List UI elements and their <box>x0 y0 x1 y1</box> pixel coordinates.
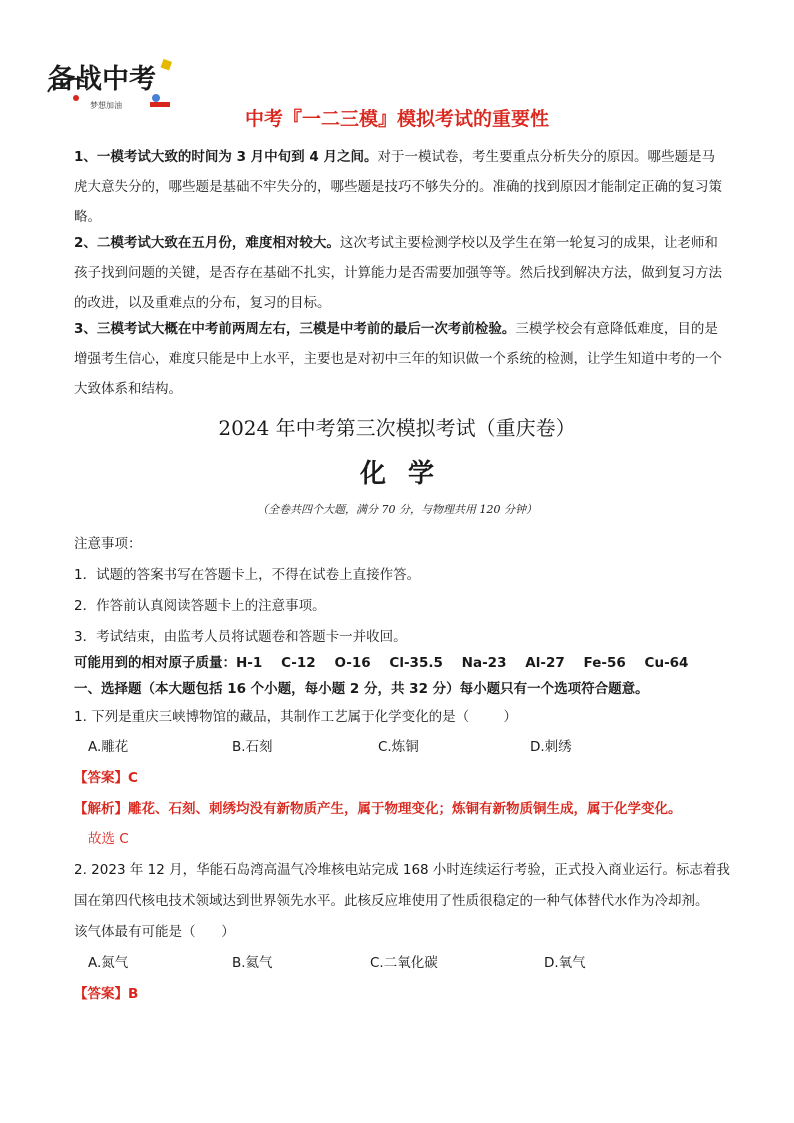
q2-option-d: D.氧气 <box>544 955 586 971</box>
section-1-heading: 一、选择题（本大题包括 16 个小题，每小题 2 分，共 32 分）每小题只有一个选项符合题意。 <box>74 681 649 697</box>
promo-paragraph-2 <box>74 228 726 318</box>
q2-answer <box>74 982 138 1002</box>
notice-item-3: 3．考试结束，由监考人员将试题卷和答题卡一并收回。 <box>74 629 407 645</box>
q1-answer-value: C <box>128 770 138 786</box>
paragraph-3-lead: 3、三模考试大概在中考前两周左右，三模是中考前的最后一次考前检验。 <box>74 321 516 337</box>
promo-paragraph-3 <box>74 314 726 404</box>
q1-option-a: A.雕花 <box>88 739 129 755</box>
q1-option-b: B.石刻 <box>232 739 273 755</box>
q2-stem-line-3: 该气体最有可能是（ ） <box>74 924 235 940</box>
paragraph-1-body: 对于一模试卷，考生要重点分析失分的原因。哪些题是马虎大意失分的，哪些题是基础不牢失分的，哪些题是技巧不够失分的。准确的找到原因才能制定正确的复习策略。 <box>74 149 722 225</box>
exam-subtitle: （全卷共四个大题，满分 70 分，与物理共用 120 分钟） <box>257 503 537 516</box>
q1-stem: 1. 下列是重庆三峡博物馆的藏品，其制作工艺属于化学变化的是（ ） <box>74 709 518 725</box>
q2-stem-line-2: 国在第四代核电技术领域达到世界领先水平。此核反应堆使用了性质很稳定的一种气体替代水作为冷却剂。 <box>74 893 709 909</box>
promo-title: 中考『一二三模』模拟考试的重要性 <box>244 108 549 130</box>
logo-text: 备战中考 <box>48 64 156 95</box>
q1-conclusion: 故选 C <box>88 831 129 847</box>
notice-item-1: 1．试题的答案书写在答题卡上，不得在试卷上直接作答。 <box>74 567 421 583</box>
q2-option-a: A.氮气 <box>88 955 129 971</box>
paragraph-2-lead: 2、二模考试大致在五月份，难度相对较大。 <box>74 235 340 251</box>
q1-answer <box>74 766 138 786</box>
exam-subject: 化学 <box>359 459 456 489</box>
paragraph-2-body: 这次考试主要检测学校以及学生在第一轮复习的成果，让老师和孩子找到问题的关键，是否存在基础不扎实，计算能力是否需要加强等等。然后找到解决方法，做到复习方法的改进，以及重难点的分布，复习的目标。 <box>74 235 722 311</box>
notice-heading: 注意事项： <box>74 536 142 552</box>
q1-analysis-text: 雕花、石刻、刺绣均没有新物质产生，属于物理变化；炼铜有新物质铜生成，属于化学变化。 <box>128 801 682 817</box>
q1-analysis <box>74 797 682 817</box>
q2-answer-value: B <box>128 986 139 1002</box>
q1-option-c: C.炼铜 <box>378 739 419 755</box>
paragraph-1-lead: 1、一模考试大致的时间为 3 月中旬到 4 月之间。 <box>74 149 378 165</box>
q2-stem-line-1: 2. 2023 年 12 月，华能石岛湾高温气冷堆核电站完成 168 小时连续运行考验，正式投入商业运行。标志着我 <box>74 862 730 878</box>
promo-paragraph-1 <box>74 142 726 232</box>
q2-answer-label: 【答案】 <box>74 986 128 1002</box>
exam-title: 2024 年中考第三次模拟考试（重庆卷） <box>218 416 576 440</box>
q1-analysis-label: 【解析】 <box>74 801 128 817</box>
paragraph-3-body: 三模学校会有意降低难度，目的是增强考生信心，难度只能是中上水平，主要也是对初中三年的知识做一个系统的检测，让学生知道中考的一个大致体系和结构。 <box>74 321 722 397</box>
q2-option-b: B.氦气 <box>232 955 273 971</box>
notice-item-2: 2．作答前认真阅读答题卡上的注意事项。 <box>74 598 326 614</box>
logo-subtext: 梦想加油 <box>90 101 122 110</box>
q2-option-c: C.二氧化碳 <box>370 955 438 971</box>
atomic-mass-line: 可能用到的相对原子质量：H-1 C-12 O-16 Cl-35.5 Na-23 Al-27 Fe-56 Cu-64 <box>74 655 689 671</box>
q1-option-d: D.刺绣 <box>530 739 572 755</box>
q1-answer-label: 【答案】 <box>74 770 128 786</box>
